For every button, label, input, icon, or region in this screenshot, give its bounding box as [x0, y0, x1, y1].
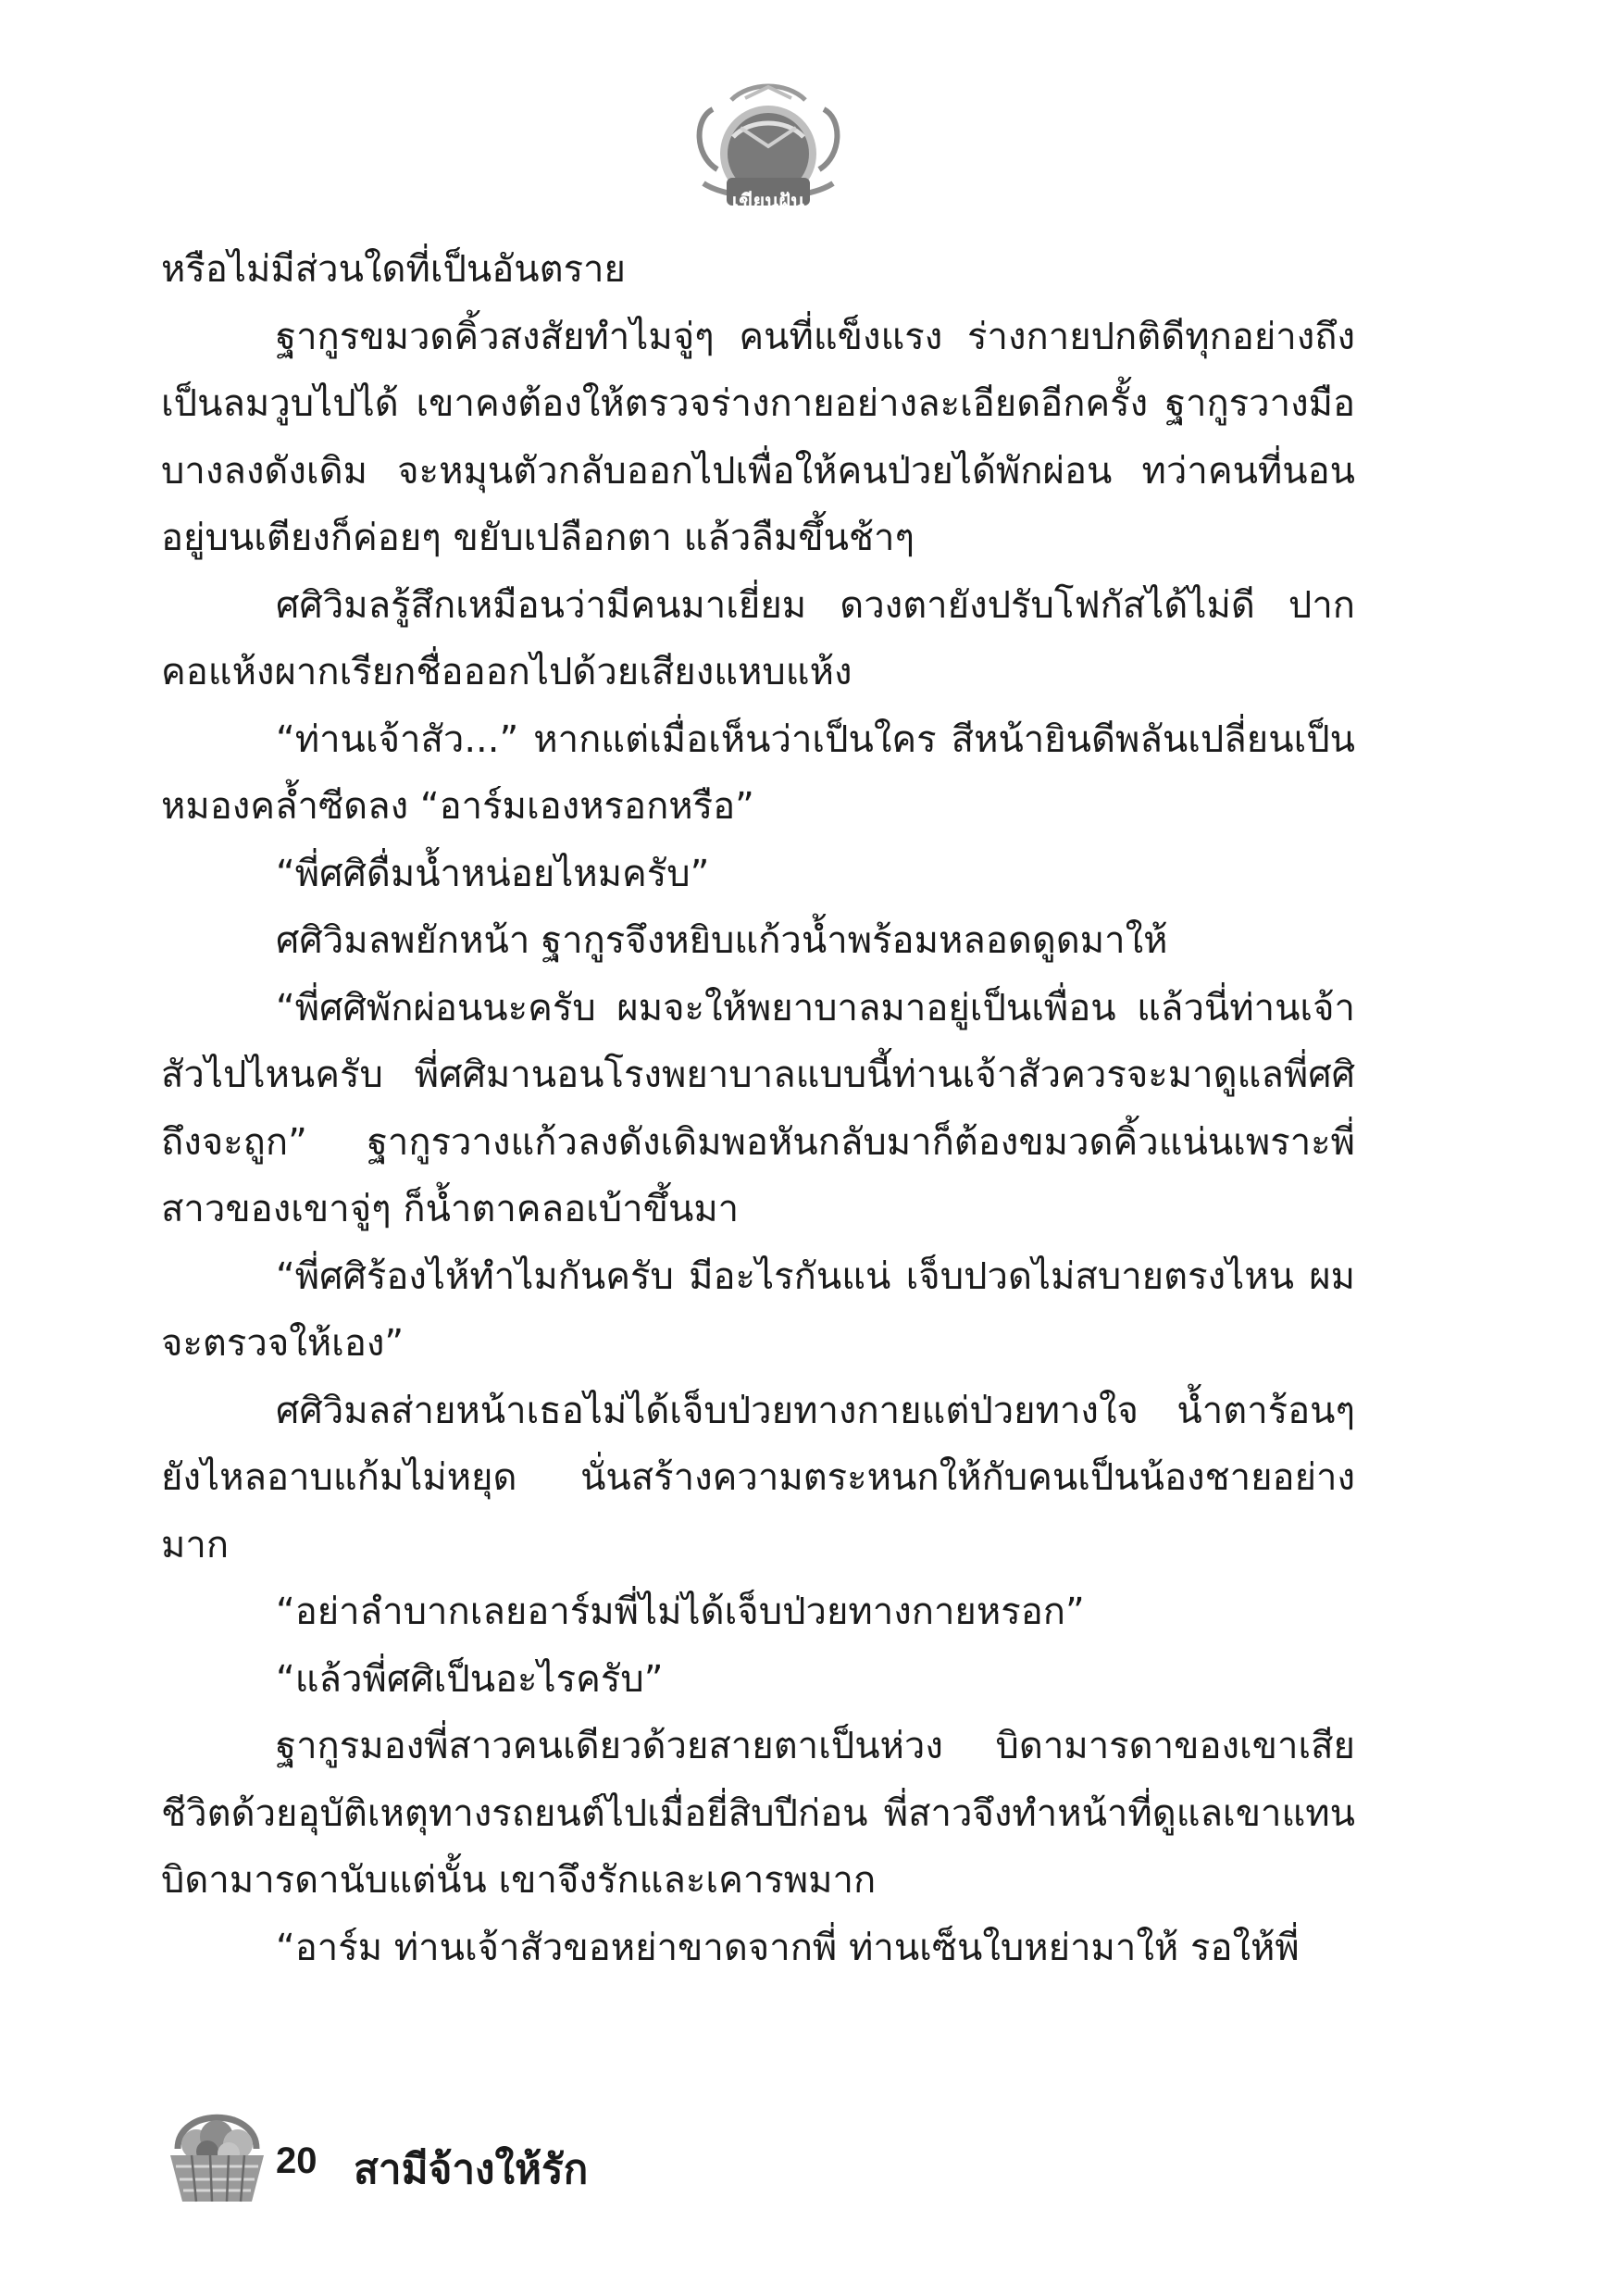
paragraph: “อาร์ม ท่านเจ้าสัวขอหย่าขาดจากพี่ ท่านเซ็นใบหย่ามาให้ รอให้พี่: [276, 1926, 1300, 1969]
basket-icon: [159, 2098, 275, 2209]
publisher-logo: [676, 81, 861, 220]
paragraph: “ท่านเจ้าสัว...” หากแต่เมื่อเห็นว่าเป็นใคร สีหน้ายินดีพลันเปลี่ยนเป็นหมองคล้ำซีดลง “อาร์มเองหรอกหรือ”: [161, 718, 1355, 828]
paragraph: หรือไม่มีส่วนใดที่เป็นอันตราย: [161, 248, 626, 291]
paragraph: ฐากูรขมวดคิ้วสงสัยทำไมจู่ๆ คนที่แข็งแรง ร่างกายปกติดีทุกอย่างถึงเป็นลมวูบไปได้ เขาคงต้องให้ตรวจร่างกายอย่างละเอียดอีกครั้ง ฐากูรวางมือบางลงดังเดิม จะหมุนตัวกลับออกไปเพื่อให้คนป่วยได้พักผ่อน ทว่าคนที่นอนอยู่บนเตียงก็ค่อยๆ ขยับเปลือกตา แล้วลืมขึ้นช้าๆ: [161, 315, 1355, 559]
paragraph: “อย่าลำบากเลยอาร์มพี่ไม่ได้เจ็บป่วยทางกายหรอก”: [276, 1591, 1085, 1633]
logo-text: เขียนฝัน: [731, 191, 805, 214]
paragraph: ศศิวิมลรู้สึกเหมือนว่ามีคนมาเยี่ยม ดวงตายังปรับโฟกัสได้ไม่ดี ปากคอแห้งผากเรียกชื่อออกไปด้วยเสียงแหบแห้ง: [161, 583, 1355, 693]
page-number: 20: [276, 2140, 317, 2181]
paragraph: “แล้วพี่ศศิเป็นอะไรครับ”: [276, 1657, 664, 1701]
paragraph: ฐากูรมองพี่สาวคนเดียวด้วยสายตาเป็นห่วง บิดามารดาของเขาเสียชีวิตด้วยอุบัติเหตุทางรถยนต์ไปเมื่อยี่สิบปีก่อน พี่สาวจึงทำหน้าที่ดูแลเขาแทนบิดามารดานับแต่นั้น เขาจึงรักและเคารพมาก: [161, 1725, 1355, 1902]
paragraph: “พี่ศศิร้องไห้ทำไมกันครับ มีอะไรกันแน่ เจ็บปวดไม่สบายตรงไหน ผมจะตรวจให้เอง”: [161, 1254, 1355, 1365]
body-text: [161, 236, 1355, 1981]
page-footer: [159, 2098, 807, 2218]
paragraph: “พี่ศศิดื่มน้ำหน่อยไหมครับ”: [276, 852, 710, 895]
paragraph: ศศิวิมลส่ายหน้าเธอไม่ได้เจ็บป่วยทางกายแต่ป่วยทางใจ น้ำตาร้อนๆ ยังไหลอาบแก้มไม่หยุด นั่นสร้างความตระหนกให้กับคนเป็นน้องชายอย่างมาก: [161, 1389, 1355, 1566]
book-title: สามีจ้างให้รัก: [354, 2146, 589, 2193]
paragraph: ศศิวิมลพยักหน้า ฐากูรจึงหยิบแก้วน้ำพร้อมหลอดดูดมาให้: [276, 919, 1168, 962]
paragraph: “พี่ศศิพักผ่อนนะครับ ผมจะให้พยาบาลมาอยู่เป็นเพื่อน แล้วนี่ท่านเจ้าสัวไปไหนครับ พี่ศศิมานอนโรงพยาบาลแบบนี้ท่านเจ้าสัวควรจะมาดูแลพี่ศศิถึงจะถูก” ฐากูรวางแก้วลงดังเดิมพอหันกลับมาก็ต้องขมวดคิ้วแน่นเพราะพี่สาวของเขาจู่ๆ ก็น้ำตาคลอเบ้าขึ้นมา: [161, 986, 1355, 1230]
